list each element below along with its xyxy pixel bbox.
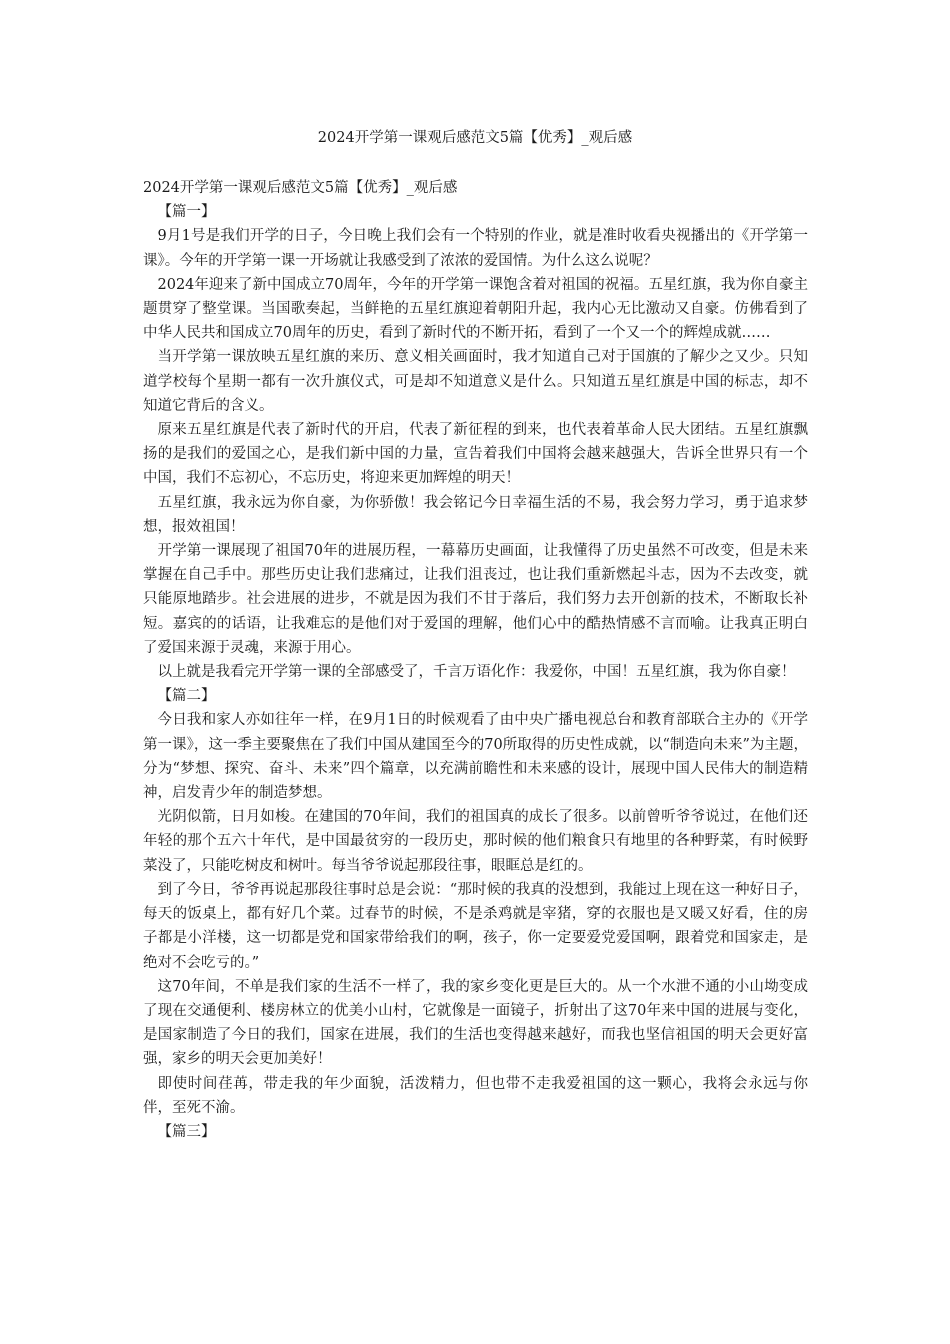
paragraph: 这70年间，不单是我们家的生活不一样了，我的家乡变化更是巨大的。从一个水泄不通的小山坳变成了现在交通便利、楼房林立的优美小山村，它就像是一面镜子，折射出了这70年来中国的进展与变化，是国家制造了今日的我们，国家在进展，我们的生活也变得越来越好，而我也坚信祖国的明天会更好富强，家乡的明天会更加美好！ xyxy=(143,978,808,1068)
paragraph: 以上就是我看完开学第一课的全部感受了，千言万语化作：我爱你，中国！五星红旗，我为你自豪！ xyxy=(157,664,796,681)
paragraph: 当开学第一课放映五星红旗的来历、意义相关画面时，我才知道自己对于国旗的了解少之又少。只知道学校每个星期一都有一次升旗仪式，可是却不知道意义是什么。只知道五星红旗是中国的标志，却不知道它背后的含义。 xyxy=(143,349,808,414)
paragraph: 开学第一课展现了祖国70年的进展历程，一幕幕历史画面，让我懂得了历史虽然不可改变，但是未来掌握在自己手中。那些历史让我们悲痛过，让我们沮丧过，也让我们重新燃起斗志，因为不去改变，就只能原地踏步。社会进展的进步，不就是因为我们不甘于落后，我们努力去开创新的技术，不断取长补短。嘉宾的的话语，让我难忘的是他们对于爱国的理解，他们心中的酷热情感不言而喻。让我真正明白了爱国来源于灵魂，来源于用心。 xyxy=(143,543,808,656)
paragraph: 9月1号是我们开学的日子，今日晚上我们会有一个特别的作业，就是准时收看央视播出的《开学第一课》。今年的开学第一课一开场就让我感受到了浓浓的爱国情。为什么这么说呢？ xyxy=(143,228,808,269)
paragraph: 五星红旗，我永远为你自豪，为你骄傲！我会铭记今日幸福生活的不易，我会努力学习，勇于追求梦想，报效祖国！ xyxy=(143,494,808,535)
section-heading: 【篇一】 xyxy=(157,204,216,221)
paragraph: 光阴似箭，日月如梭。在建国的70年间，我们的祖国真的成长了很多。以前曾听爷爷说过，在他们还年轻的那个五六十年代，是中国最贫穷的一段历史，那时候的他们粮食只有地里的各种野菜，有时候野菜没了，只能吃树皮和树叶。每当爷爷说起那段往事，眼眶总是红的。 xyxy=(143,809,808,874)
document-body xyxy=(143,176,808,1144)
paragraph: 今日我和家人亦如往年一样，在9月1日的时候观看了由中央广播电视总台和教育部联合主办的《开学第一课》，这一季主要聚焦在了我们中国从建国至今的70所取得的历史性成就，以“制造向未来”为主题，分为“梦想、探究、奋斗、未来”四个篇章，以充满前瞻性和未来感的设计，展现中国人民伟大的制造精神，启发青少年的制造梦想。 xyxy=(143,712,808,802)
section-heading: 【篇三】 xyxy=(157,1123,216,1140)
document-title: 2024开学第一课观后感范文5篇【优秀】_观后感 xyxy=(317,130,633,146)
paragraph: 到了今日，爷爷再说起那段往事时总是会说：“那时候的我真的没想到，我能过上现在这一种好日子，每天的饭桌上，都有好几个菜。过春节的时候，不是杀鸡就是宰猪，穿的衣服也是又暖又好看，住的房子都是小洋楼，这一切都是党和国家带给我们的啊，孩子，你一定要爱党爱国啊，跟着党和国家走，是绝对不会吃亏的。” xyxy=(143,881,808,971)
paragraph: 2024年迎来了新中国成立70周年，今年的开学第一课饱含着对祖国的祝福。五星红旗，我为你自豪主题贯穿了整堂课。当国歌奏起，当鲜艳的五星红旗迎着朝阳升起，我内心无比激动又自豪。仿佛看到了中华人民共和国成立70周年的历史，看到了新时代的不断开拓，看到了一个又一个的辉煌成就…… xyxy=(143,276,808,342)
section-heading: 【篇二】 xyxy=(157,688,216,705)
paragraph: 原来五星红旗是代表了新时代的开启，代表了新征程的到来，也代表着革命人民大团结。五星红旗飘扬的是我们的爱国之心，是我们新中国的力量，宣告着我们中国将会越来越强大，告诉全世界只有一个中国，我们不忘初心，不忘历史，将迎来更加辉煌的明天！ xyxy=(143,422,808,487)
paragraph: 即使时间荏苒，带走我的年少面貌，活泼精力，但也带不走我爱祖国的这一颗心，我将会永远与你伴，至死不渝。 xyxy=(143,1075,808,1116)
document-subtitle: 2024开学第一课观后感范文5篇【优秀】_观后感 xyxy=(143,180,458,196)
